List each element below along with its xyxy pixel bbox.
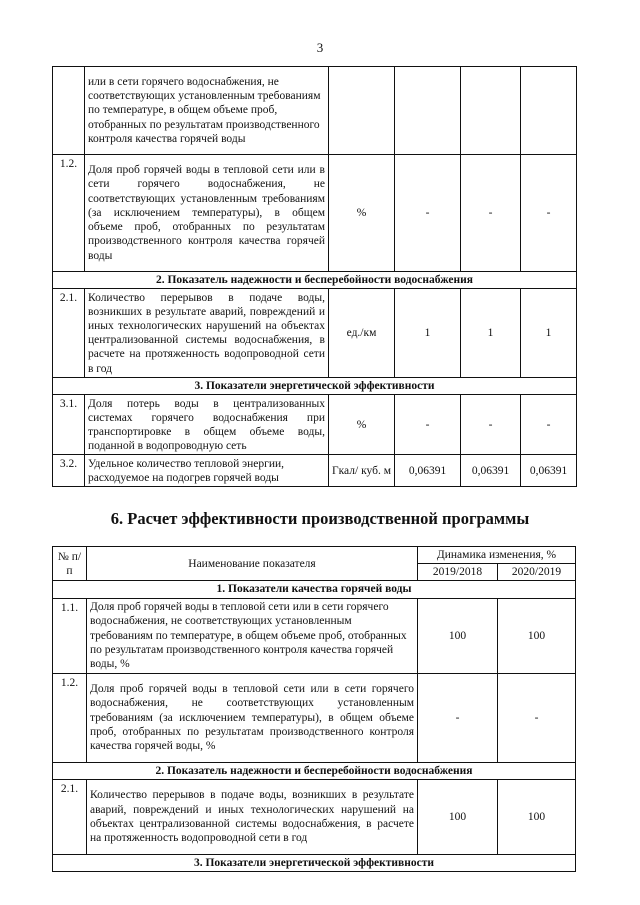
row-text: Доля проб горячей воды в тепловой сети или в сети горячего водоснабжения, не соответствующих установленным требованиям (за исключением температуры), в общем объеме проб, отобранных по результатам производственного контроля качества горячей воды bbox=[85, 155, 329, 272]
row-value: 100 bbox=[498, 598, 576, 673]
row-number: 2.1. bbox=[53, 779, 87, 854]
table-row bbox=[53, 155, 577, 272]
section-heading: 3. Показатели энергетической эффективности bbox=[53, 378, 577, 395]
section-heading: 2. Показатель надежности и бесперебойности водоснабжения bbox=[53, 762, 576, 779]
row-value: - bbox=[461, 395, 521, 455]
row-text: Количество перерывов в подаче воды, возникших в результате аварий, повреждений и иных технологических нарушений на объектах централизованной системы водоснабжения, в расчете на протяженность водопроводной сети в год bbox=[87, 779, 418, 854]
table-row bbox=[53, 455, 577, 487]
row-text: Удельное количество тепловой энергии, расходуемое на подогрев горячей воды bbox=[85, 455, 329, 487]
row-unit: % bbox=[329, 395, 395, 455]
row-value: - bbox=[521, 155, 577, 272]
row-unit: ед./км bbox=[329, 289, 395, 378]
row-number: 1.1. bbox=[53, 598, 87, 673]
header-year: 2020/2019 bbox=[498, 564, 576, 581]
header-row bbox=[53, 547, 576, 564]
table-row bbox=[53, 598, 576, 673]
section-heading: 2. Показатель надежности и бесперебойности водоснабжения bbox=[53, 272, 577, 289]
table-row bbox=[53, 673, 576, 762]
section-row bbox=[53, 272, 577, 289]
row-value: - bbox=[395, 395, 461, 455]
row-value: 0,06391 bbox=[461, 455, 521, 487]
row-value: - bbox=[521, 395, 577, 455]
indicators-table bbox=[52, 66, 577, 487]
row-value: 1 bbox=[521, 289, 577, 378]
row-value: 100 bbox=[498, 779, 576, 854]
section-title: 6. Расчет эффективности производственной программы bbox=[110, 509, 530, 528]
row-number: 2.1. bbox=[53, 289, 85, 378]
section-heading: 3. Показатели энергетической эффективности bbox=[53, 854, 576, 871]
section-row bbox=[53, 762, 576, 779]
efficiency-table bbox=[52, 546, 576, 872]
row-number: 1.2. bbox=[53, 155, 85, 272]
table-row bbox=[53, 779, 576, 854]
row-value: 100 bbox=[418, 598, 498, 673]
header-name: Наименование показателя bbox=[87, 547, 418, 581]
row-value: 0,06391 bbox=[395, 455, 461, 487]
row-value: 1 bbox=[395, 289, 461, 378]
row-value: - bbox=[418, 673, 498, 762]
row-value: 100 bbox=[418, 779, 498, 854]
header-dynamics: Динамика изменения, % bbox=[418, 547, 576, 564]
section-row bbox=[53, 378, 577, 395]
row-text: Доля проб горячей воды в тепловой сети или в сети горячего водоснабжения, не соответствующих установленным требованиям (за исключением температуры), в общем объеме проб, отобранных по результатам производственного контроля качества горячей воды, % bbox=[87, 673, 418, 762]
row-number: 3.2. bbox=[53, 455, 85, 487]
table-row bbox=[53, 395, 577, 455]
row-value: - bbox=[498, 673, 576, 762]
section-heading: 1. Показатели качества горячей воды bbox=[53, 581, 576, 598]
row-text: Доля проб горячей воды в тепловой сети или в сети горячего водоснабжения, не соответствующих установленным требованиям по температуре, в общем объеме проб, отобранных по результатам производственного контроля качества горячей воды, % bbox=[87, 598, 418, 673]
page-number: 3 bbox=[316, 40, 324, 55]
row-value: - bbox=[395, 155, 461, 272]
row-value: 1 bbox=[461, 289, 521, 378]
header-year: 2019/2018 bbox=[418, 564, 498, 581]
row-unit: Гкал/ куб. м bbox=[329, 455, 395, 487]
row-unit: % bbox=[329, 155, 395, 272]
row-number: 1.2. bbox=[53, 673, 87, 762]
row-text: Количество перерывов в подаче воды, возникших в результате аварий, повреждений и иных технологических нарушений на объектах централизованной системы водоснабжения, в расчете на протяженность водопроводной сети в год bbox=[85, 289, 329, 378]
row-value: - bbox=[461, 155, 521, 272]
section-row bbox=[53, 854, 576, 871]
row-value: 0,06391 bbox=[521, 455, 577, 487]
row-number: 3.1. bbox=[53, 395, 85, 455]
row-continued-text: или в сети горячего водоснабжения, не соответствующих установленным требованиям по температуре, в общем объеме проб, отобранных по результатам производственного контроля качества горячей воды bbox=[85, 67, 329, 155]
table-row bbox=[53, 67, 577, 155]
header-num: № п/п bbox=[53, 547, 87, 581]
section-row bbox=[53, 581, 576, 598]
row-text: Доля потерь воды в централизованных системах горячего водоснабжения при транспортировке в общем объеме воды, поданной в водопроводную сеть bbox=[85, 395, 329, 455]
table-row bbox=[53, 289, 577, 378]
